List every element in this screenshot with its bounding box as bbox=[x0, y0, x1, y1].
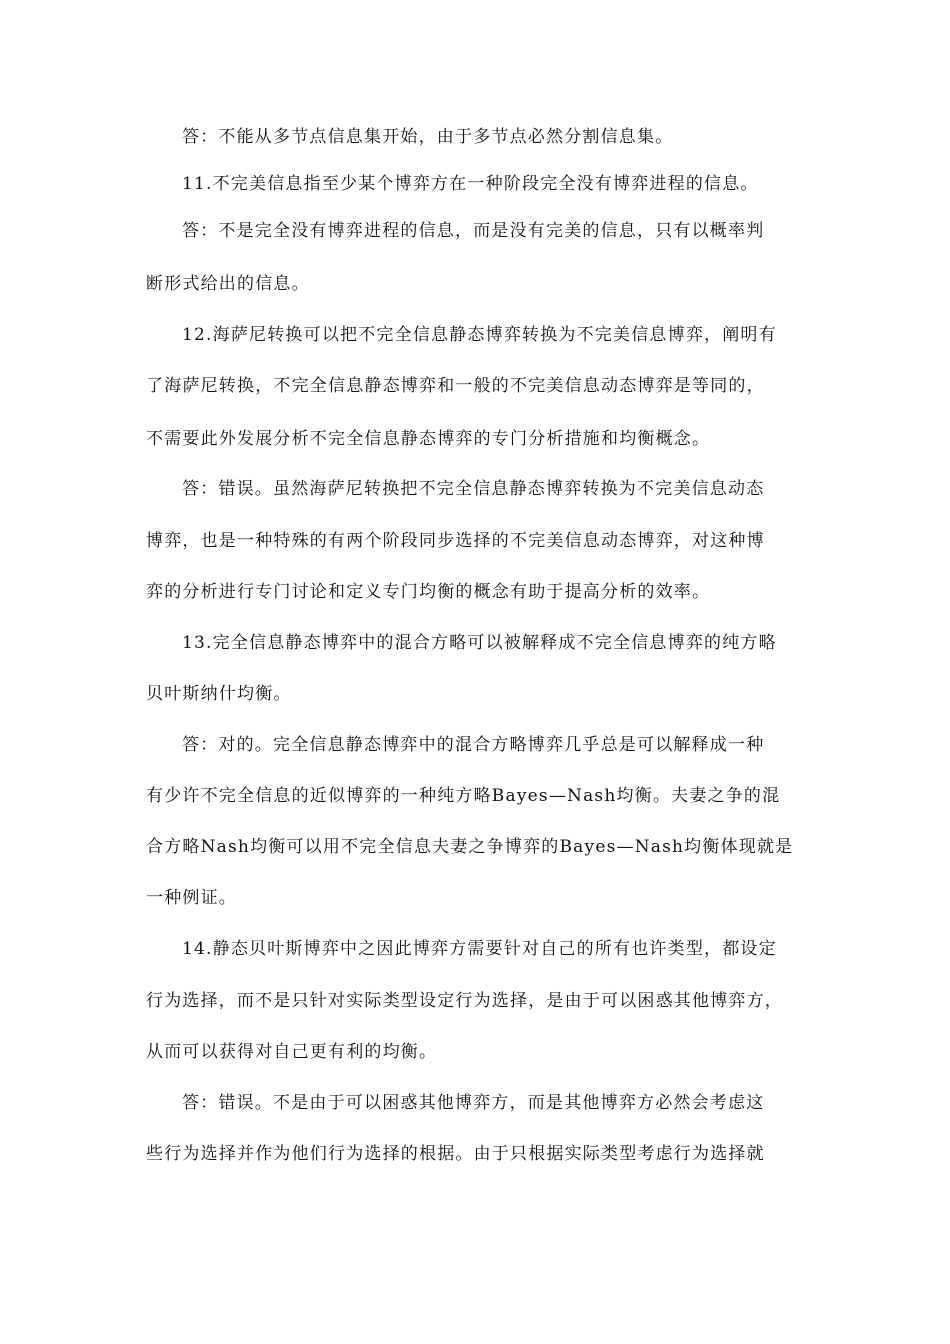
question-11-line-1: 11.不完美信息指至少某个博弈方在一种阶段完全没有博弈进程的信息。 bbox=[182, 174, 759, 194]
question-12-line-2: 了海萨尼转换，不完全信息静态博弈和一般的不完美信息动态博弈是等同的， bbox=[146, 376, 765, 396]
question-12-line-3: 不需要此外发展分析不完全信息静态博弈的专门分析措施和均衡概念。 bbox=[146, 429, 711, 449]
answer-12-line-1: 答：错误。虽然海萨尼转换把不完全信息静态博弈转换为不完美信息动态 bbox=[182, 479, 765, 499]
answer-13-line-2: 有少许不完全信息的近似博弈的一种纯方略Bayes—Nash均衡。夫妻之争的混 bbox=[146, 786, 781, 806]
question-12-line-1: 12.海萨尼转换可以把不完全信息静态博弈转换为不完美信息博弈，阐明有 bbox=[182, 325, 777, 345]
answer-14-line-2: 些行为选择并作为他们行为选择的根据。由于只根据实际类型考虑行为选择就 bbox=[146, 1144, 765, 1164]
answer-10-line-1: 答：不能从多节点信息集开始，由于多节点必然分割信息集。 bbox=[182, 127, 674, 147]
answer-12-line-3: 弈的分析进行专门讨论和定义专门均衡的概念有助于提高分析的效率。 bbox=[146, 582, 711, 602]
answer-13-line-1: 答：对的。完全信息静态博弈中的混合方略博弈几乎总是可以解释成一种 bbox=[182, 735, 765, 755]
answer-14-line-1: 答：错误。不是由于可以困惑其他博弈方，而是其他博弈方必然会考虑这 bbox=[182, 1093, 765, 1113]
answer-12-line-2: 博弈，也是一种特殊的有两个阶段同步选择的不完美信息动态博弈，对这种博 bbox=[146, 531, 765, 551]
question-14-line-2: 行为选择，而不是只针对实际类型设定行为选择，是由于可以困惑其他博弈方， bbox=[146, 991, 783, 1011]
answer-11-line-2: 断形式给出的信息。 bbox=[146, 274, 310, 294]
question-14-line-1: 14.静态贝叶斯博弈中之因此博弈方需要针对自己的所有也许类型，都设定 bbox=[182, 939, 777, 959]
answer-11-line-1: 答：不是完全没有博弈进程的信息，而是没有完美的信息，只有以概率判 bbox=[182, 221, 765, 241]
question-13-line-1: 13.完全信息静态博弈中的混合方略可以被解释成不完全信息博弈的纯方略 bbox=[182, 633, 777, 653]
question-13-line-2: 贝叶斯纳什均衡。 bbox=[146, 684, 292, 704]
answer-13-line-3: 合方略Nash均衡可以用不完全信息夫妻之争博弈的Bayes—Nash均衡体现就是 bbox=[146, 837, 794, 857]
answer-13-line-4: 一种例证。 bbox=[146, 888, 237, 908]
question-14-line-3: 从而可以获得对自己更有利的均衡。 bbox=[146, 1042, 438, 1062]
